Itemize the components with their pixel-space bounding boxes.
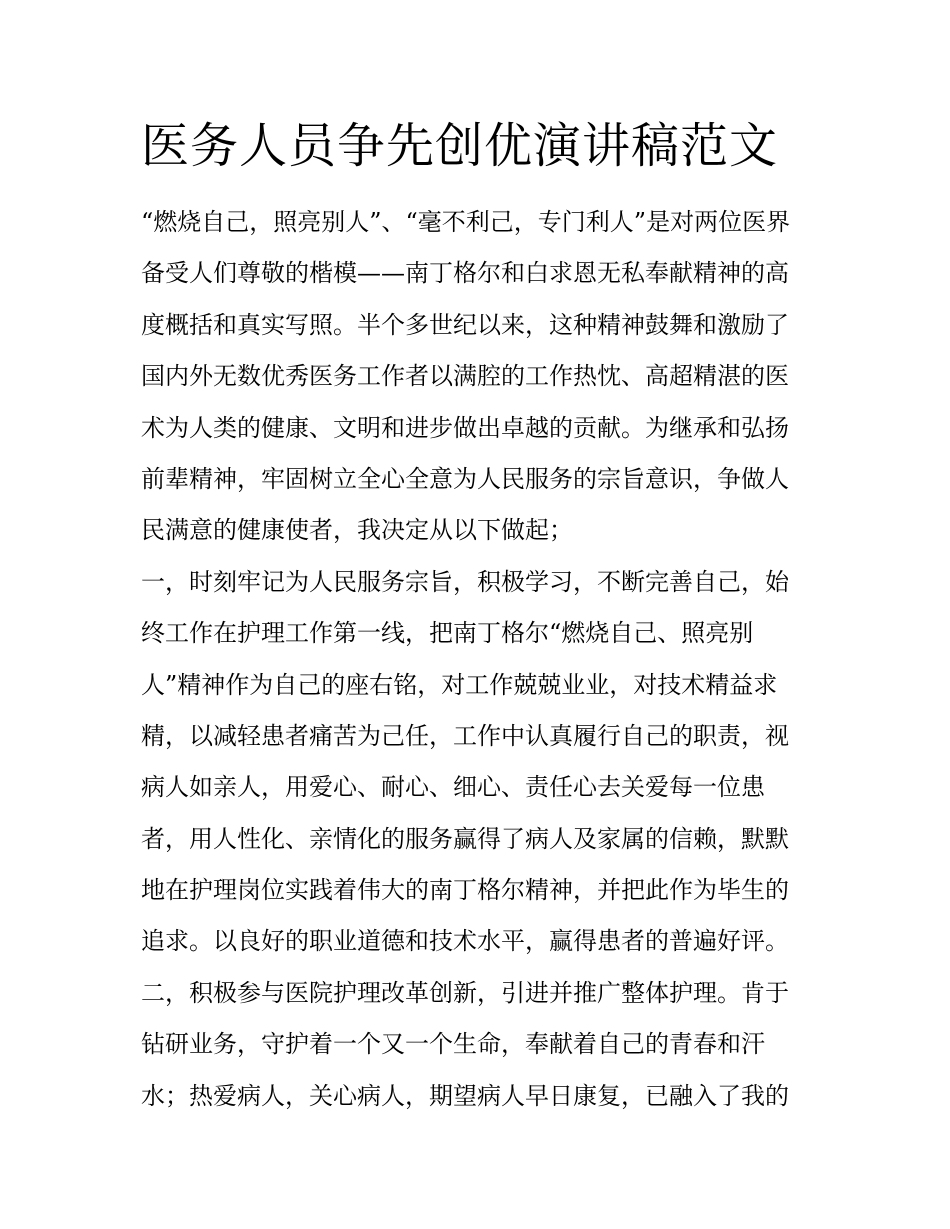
body-line: 术为人类的健康、文明和进步做出卓越的贡献。为继承和弘扬 bbox=[141, 413, 789, 442]
body-line: 病人如亲人，用爱心、耐心、细心、责任心去关爱每一位患 bbox=[141, 773, 765, 802]
body-line: 国内外无数优秀医务工作者以满腔的工作热忱、高超精湛的医 bbox=[141, 362, 789, 391]
body-line: 一，时刻牢记为人民服务宗旨，积极学习，不断完善自己，始 bbox=[141, 567, 789, 596]
body-line: 者，用人性化、亲情化的服务赢得了病人及家属的信赖，默默 bbox=[141, 824, 789, 853]
body-line: 水；热爱病人，关心病人，期望病人早日康复，已融入了我的 bbox=[141, 1081, 789, 1110]
body-line: 度概括和真实写照。半个多世纪以来，这种精神鼓舞和激励了 bbox=[141, 310, 789, 339]
document-title: 医务人员争先创优演讲稿范文 bbox=[141, 118, 779, 174]
body-line: 人”精神作为自己的座右铭，对工作兢兢业业，对技术精益求 bbox=[141, 670, 778, 699]
body-line: 民满意的健康使者，我决定从以下做起； bbox=[141, 516, 573, 545]
body-line: 二，积极参与医院护理改革创新，引进并推广整体护理。肯于 bbox=[141, 978, 789, 1007]
body-line: 钻研业务，守护着一个又一个生命，奉献着自己的青春和汗 bbox=[141, 1030, 765, 1059]
body-line: 备受人们尊敬的楷模——南丁格尔和白求恩无私奉献精神的高 bbox=[141, 259, 789, 288]
document-body bbox=[141, 197, 816, 1122]
body-line: 地在护理岗位实践着伟大的南丁格尔精神，并把此作为毕生的 bbox=[141, 876, 789, 905]
body-line: 终工作在护理工作第一线，把南丁格尔“燃烧自己、照亮别 bbox=[141, 619, 754, 648]
body-line: 精，以减轻患者痛苦为己任，工作中认真履行自己的职责，视 bbox=[141, 721, 789, 750]
body-line: 前辈精神，牢固树立全心全意为人民服务的宗旨意识，争做人 bbox=[141, 464, 789, 493]
body-line: 追求。以良好的职业道德和技术水平，赢得患者的普遍好评。 bbox=[141, 927, 789, 956]
body-line: “燃烧自己，照亮别人”、“毫不利己，专门利人”是对两位医界 bbox=[141, 208, 791, 236]
